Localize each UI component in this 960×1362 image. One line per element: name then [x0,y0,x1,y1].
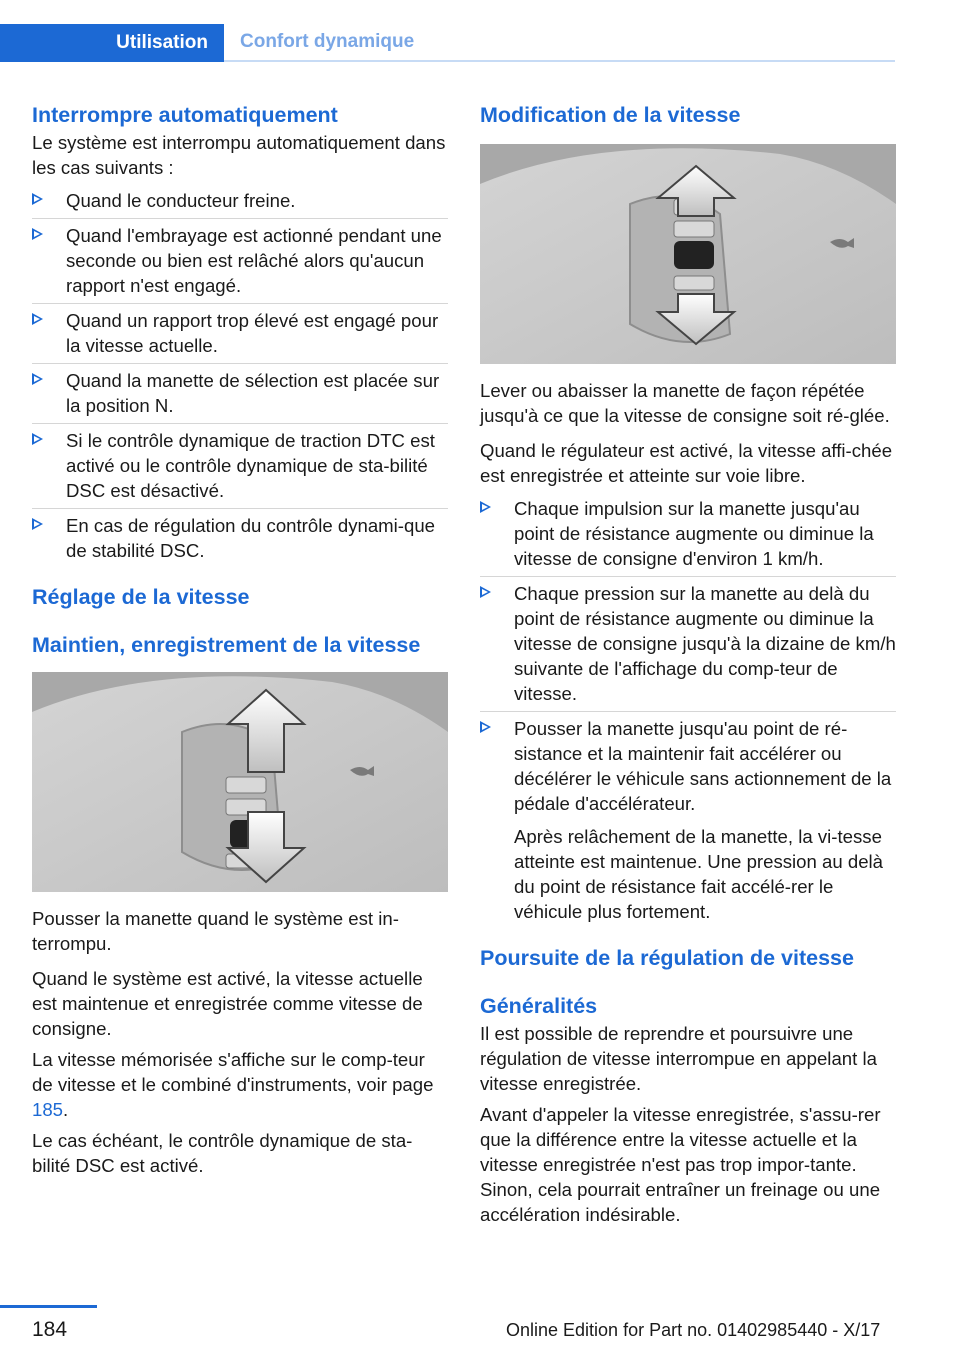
triangle-bullet-icon [32,193,43,205]
heading-maintien: Maintien, enregistrement de la vitesse [32,633,421,657]
para-active: Quand le système est activé, la vitesse actuelle est maintenue et enregistrée comme vitesse de consigne. [32,968,423,1039]
triangle-bullet-icon [32,373,43,385]
triangle-bullet-icon [480,721,491,733]
heading-poursuite: Poursuite de la régulation de vitesse [480,946,854,970]
triangle-bullet-icon [480,586,491,598]
list-item: Pousser la manette jusqu'au point de ré-sistance et la maintenir fait accélérer ou décélérer le véhicule sans actionnement de la pédale d'accélérateur. Après relâchement de la manette, la vi-tesse atteinte est maintenue. Une pression au delà du point de résistance fait accélé-rer le véhicule plus fortement. [480,712,896,929]
list-interrompre [32,184,448,568]
edition-note: Online Edition for Part no. 01402985440 - X/17 [506,1320,881,1340]
page-number: 184 [32,1318,68,1341]
heading-reglage: Réglage de la vitesse [32,585,250,609]
heading-modification: Modification de la vitesse [480,103,741,127]
para-regulateur: Quand le régulateur est activé, la vitesse affi-chée est enregistrée et atteinte sur voie libre. [480,440,893,486]
steering-wheel-lever-figure-2 [480,144,896,364]
para-avant: Avant d'appeler la vitesse enregistrée, s'assu-rer que la différence entre la vitesse actuelle et la vitesse enregistrée n'est pas trop impor-tante. Sinon, cela pourrait entraîner un freinage ou une accélération indésirable. [480,1104,881,1225]
header-tabs [0,24,895,62]
list-modification [480,492,896,929]
list-item: Quand la manette de sélection est placée sur la position N. [32,364,448,424]
triangle-bullet-icon [480,501,491,513]
list-item: Quand un rapport trop élevé est engagé pour la vitesse actuelle. [32,304,448,364]
steering-wheel-lever-figure [32,672,448,892]
triangle-bullet-icon [32,518,43,530]
tab-utilisation[interactable]: Utilisation [0,24,224,62]
footer-divider [0,1305,97,1308]
triangle-bullet-icon [32,228,43,240]
list-item: Si le contrôle dynamique de traction DTC est activé ou le contrôle dynamique de sta-bilité DSC est désactivé. [32,424,448,509]
triangle-bullet-icon [32,433,43,445]
list-item: Chaque pression sur la manette au delà du point de résistance augmente ou diminue la vitesse de consigne jusqu'à la dizaine de km/h suivante de l'affichage du comp-teur de vitesse. [480,577,896,712]
list-item: Quand le conducteur freine. [32,184,448,219]
triangle-bullet-icon [32,313,43,325]
list-subparagraph: Après relâchement de la manette, la vi-tesse atteinte est maintenue. Une pression au delà du point de résistance fait accélé-rer le véhicule plus fortement. [514,826,884,922]
para-interrompre: Le système est interrompu automatiquement dans les cas suivants : [32,132,446,178]
left-column [32,100,448,1178]
page-reference-link[interactable]: 185 [32,1099,64,1120]
para-possible: Il est possible de reprendre et poursuivre une régulation de vitesse interrompue en appelant la vitesse enregistrée. [480,1023,877,1094]
para-memorisee: La vitesse mémorisée s'affiche sur le comp-teur de vitesse et le combiné d'instruments, voir page 185. [32,1049,434,1120]
heading-generalites: Généralités [480,994,598,1018]
para-lever: Lever ou abaisser la manette de façon répétée jusqu'à ce que la vitesse de consigne soit ré-glée. [480,380,890,426]
right-column [480,100,896,1227]
para-pousser: Pousser la manette quand le système est in-terrompu. [32,908,399,954]
heading-interrompre: Interrompre automatiquement [32,103,338,127]
list-item: Quand l'embrayage est actionné pendant une seconde ou bien est relâché alors qu'aucun rapport n'est engagé. [32,219,448,304]
tab-confort-dynamique[interactable]: Confort dynamique [224,24,895,62]
list-item: En cas de régulation du contrôle dynami-que de stabilité DSC. [32,509,448,568]
list-item: Chaque impulsion sur la manette jusqu'au point de résistance augmente ou diminue la vitesse de consigne d'environ 1 km/h. [480,492,896,577]
para-echeant: Le cas échéant, le contrôle dynamique de sta-bilité DSC est activé. [32,1130,413,1176]
